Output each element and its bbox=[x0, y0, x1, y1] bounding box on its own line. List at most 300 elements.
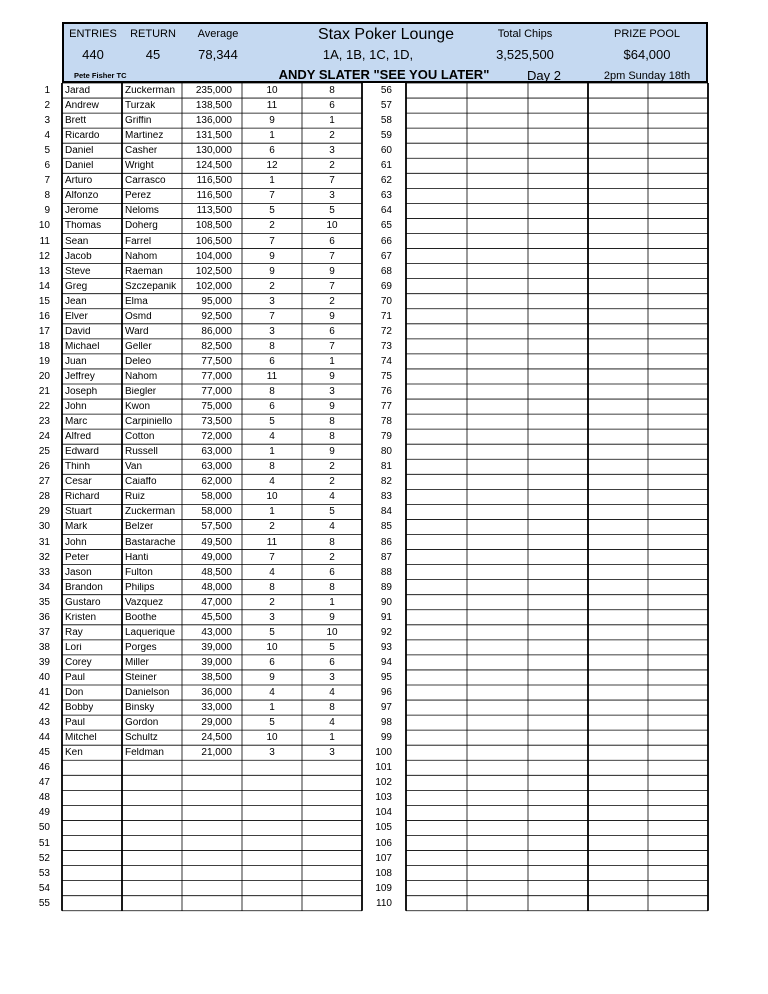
player-last-name: Van bbox=[125, 462, 143, 473]
row-number: 8 bbox=[44, 190, 50, 202]
player-table: 10 bbox=[266, 492, 278, 503]
player-first-name: Thinh bbox=[65, 462, 91, 473]
row-number: 33 bbox=[38, 566, 50, 578]
player-table: 8 bbox=[269, 341, 275, 352]
total-chips-label: Total Chips bbox=[497, 28, 553, 40]
player-first-name: Alfonzo bbox=[65, 191, 99, 202]
row-number: 15 bbox=[38, 295, 50, 307]
row-number: 101 bbox=[375, 762, 392, 774]
row-number: 11 bbox=[39, 235, 50, 247]
row-number: 12 bbox=[38, 250, 50, 262]
row-number: 97 bbox=[380, 702, 392, 714]
row-number: 26 bbox=[38, 461, 50, 473]
player-chip-count: 102,000 bbox=[195, 281, 232, 292]
player-last-name: Ward bbox=[125, 326, 149, 337]
player-chip-count: 48,500 bbox=[201, 567, 232, 578]
row-number: 72 bbox=[380, 325, 392, 337]
player-seat: 2 bbox=[329, 477, 335, 488]
row-number: 53 bbox=[38, 867, 50, 879]
player-first-name: Kristen bbox=[65, 612, 97, 623]
player-chip-count: 75,000 bbox=[201, 402, 232, 413]
row-number: 88 bbox=[380, 566, 392, 578]
row-number: 47 bbox=[38, 777, 50, 789]
player-seat: 2 bbox=[329, 131, 335, 142]
player-last-name: Kwon bbox=[125, 402, 151, 413]
player-seat: 9 bbox=[329, 266, 335, 277]
player-chip-count: 104,000 bbox=[195, 251, 232, 262]
player-seat: 1 bbox=[329, 733, 335, 744]
row-number: 90 bbox=[380, 596, 392, 608]
player-last-name: Elma bbox=[125, 296, 148, 307]
player-table: 6 bbox=[269, 402, 275, 413]
player-chip-count: 77,000 bbox=[201, 387, 232, 397]
player-table: 10 bbox=[266, 733, 278, 744]
row-number: 6 bbox=[44, 160, 50, 172]
row-number: 46 bbox=[38, 762, 50, 774]
row-number: 91 bbox=[380, 611, 392, 623]
player-chip-count: 24,500 bbox=[201, 733, 232, 744]
player-seat: 5 bbox=[329, 206, 335, 217]
player-last-name: Casher bbox=[125, 146, 158, 157]
player-first-name: Daniel bbox=[65, 161, 94, 172]
player-last-name: Zuckerman bbox=[125, 86, 176, 96]
player-first-name: Peter bbox=[65, 552, 89, 563]
player-chip-count: 95,000 bbox=[201, 296, 232, 307]
player-first-name: Marc bbox=[65, 417, 88, 428]
row-number: 69 bbox=[380, 280, 392, 292]
player-last-name: Boothe bbox=[125, 612, 157, 623]
player-first-name: Daniel bbox=[65, 146, 94, 157]
player-seat: 8 bbox=[329, 537, 335, 548]
player-last-name: Belzer bbox=[125, 522, 154, 533]
player-table: 1 bbox=[269, 176, 275, 187]
flights-list: 1A, 1B, 1C, 1D, bbox=[322, 47, 414, 62]
return-label: RETURN bbox=[130, 28, 176, 40]
player-chip-count: 102,500 bbox=[195, 266, 232, 277]
player-first-name: Lori bbox=[65, 642, 82, 653]
player-seat: 9 bbox=[329, 612, 335, 623]
tournament-director: Pete Fisher TC bbox=[74, 71, 127, 80]
player-seat: 6 bbox=[329, 236, 335, 247]
player-first-name: Jason bbox=[65, 567, 92, 578]
player-last-name: Perez bbox=[125, 191, 152, 202]
player-seat: 2 bbox=[329, 296, 335, 307]
player-first-name: Jarad bbox=[65, 86, 91, 96]
row-number: 95 bbox=[380, 671, 392, 683]
row-number: 92 bbox=[380, 626, 392, 638]
player-table: 9 bbox=[269, 251, 275, 262]
return-value: 45 bbox=[145, 47, 161, 62]
player-seat: 4 bbox=[329, 718, 335, 729]
row-number: 82 bbox=[380, 476, 392, 488]
player-last-name: Neloms bbox=[125, 206, 159, 217]
player-table: 7 bbox=[269, 552, 275, 563]
player-chip-count: 92,500 bbox=[201, 311, 232, 322]
player-seat: 2 bbox=[329, 161, 335, 172]
player-first-name: Elver bbox=[65, 311, 88, 322]
row-number: 73 bbox=[380, 340, 392, 352]
row-number: 4 bbox=[44, 130, 50, 142]
row-number: 43 bbox=[38, 717, 50, 729]
row-number: 89 bbox=[380, 581, 392, 593]
player-table: 1 bbox=[269, 507, 275, 518]
player-seat: 6 bbox=[329, 657, 335, 668]
row-number: 48 bbox=[38, 792, 50, 804]
player-last-name: Schultz bbox=[125, 733, 158, 744]
player-chip-count: 116,500 bbox=[196, 191, 232, 202]
row-number: 76 bbox=[380, 386, 392, 397]
row-number: 87 bbox=[380, 551, 392, 563]
player-table: 7 bbox=[269, 311, 275, 322]
player-last-name: Bastarache bbox=[125, 537, 176, 548]
player-table: 6 bbox=[269, 146, 275, 157]
player-last-name: Zuckerman bbox=[125, 507, 176, 518]
row-number: 59 bbox=[380, 130, 392, 142]
player-chip-count: 138,500 bbox=[195, 101, 232, 112]
row-number: 61 bbox=[380, 160, 392, 172]
row-number: 30 bbox=[38, 521, 50, 533]
player-table: 8 bbox=[269, 387, 275, 397]
player-chip-count: 38,500 bbox=[201, 672, 232, 683]
player-first-name: Mark bbox=[65, 522, 88, 533]
row-number: 17 bbox=[38, 325, 50, 337]
player-last-name: Farrel bbox=[125, 236, 152, 247]
row-number: 102 bbox=[375, 777, 392, 789]
row-number: 71 bbox=[380, 310, 392, 322]
player-last-name: Geller bbox=[125, 341, 152, 352]
player-chip-count: 43,000 bbox=[201, 627, 232, 638]
player-last-name: Porges bbox=[125, 642, 157, 653]
row-number: 96 bbox=[380, 687, 392, 698]
row-number: 40 bbox=[38, 671, 50, 683]
player-last-name: Carrasco bbox=[125, 176, 166, 187]
player-table: 3 bbox=[269, 748, 275, 759]
row-number: 108 bbox=[375, 867, 392, 879]
player-seat: 8 bbox=[329, 86, 335, 96]
player-first-name: David bbox=[65, 326, 91, 337]
player-table: 1 bbox=[269, 703, 275, 714]
player-table: 8 bbox=[269, 582, 275, 593]
player-last-name: Martinez bbox=[125, 131, 164, 142]
row-number: 16 bbox=[38, 310, 50, 322]
player-first-name: Sean bbox=[65, 236, 89, 247]
player-first-name: Cesar bbox=[65, 477, 92, 488]
player-table: 9 bbox=[269, 266, 275, 277]
player-last-name: Nahom bbox=[125, 371, 158, 382]
row-number: 106 bbox=[375, 837, 392, 849]
player-table: 5 bbox=[269, 627, 275, 638]
row-number: 22 bbox=[38, 401, 50, 413]
row-number: 25 bbox=[38, 446, 50, 458]
player-first-name: Brett bbox=[65, 116, 87, 127]
prize-pool-value: $64,000 bbox=[623, 47, 671, 62]
row-number: 68 bbox=[380, 265, 392, 277]
row-number: 107 bbox=[375, 852, 392, 864]
player-table: 2 bbox=[269, 281, 275, 292]
player-seat: 1 bbox=[329, 356, 335, 367]
player-table: 11 bbox=[266, 371, 278, 382]
row-number: 27 bbox=[38, 476, 50, 488]
row-number: 80 bbox=[380, 446, 392, 458]
player-seat: 1 bbox=[329, 116, 335, 127]
row-number: 18 bbox=[38, 340, 50, 352]
player-chip-count: 235,000 bbox=[195, 86, 232, 96]
player-seat: 10 bbox=[326, 221, 338, 232]
row-number: 31 bbox=[38, 536, 50, 548]
player-first-name: Paul bbox=[65, 672, 86, 683]
player-seat: 2 bbox=[329, 462, 335, 473]
player-first-name: Arturo bbox=[65, 176, 93, 187]
row-number: 28 bbox=[38, 491, 50, 503]
row-number: 100 bbox=[375, 747, 392, 759]
player-chip-count: 124,500 bbox=[195, 161, 232, 172]
row-number: 45 bbox=[38, 747, 50, 759]
row-number: 23 bbox=[38, 416, 50, 428]
player-table: 5 bbox=[269, 417, 275, 428]
row-number: 105 bbox=[375, 822, 392, 834]
total-chips-value: 3,525,500 bbox=[496, 47, 554, 62]
player-last-name: Vazquez bbox=[125, 597, 164, 608]
player-chip-count: 58,000 bbox=[201, 507, 232, 518]
row-number: 3 bbox=[44, 115, 50, 127]
player-table: 1 bbox=[269, 131, 275, 142]
row-number: 54 bbox=[38, 882, 50, 894]
row-number: 9 bbox=[44, 205, 50, 217]
player-table: 4 bbox=[269, 688, 275, 698]
row-number: 32 bbox=[38, 551, 50, 563]
player-chip-count: 108,500 bbox=[195, 221, 232, 232]
row-number: 44 bbox=[38, 732, 50, 744]
row-number: 21 bbox=[38, 386, 50, 397]
player-seat: 8 bbox=[329, 432, 335, 443]
player-chip-count: 49,000 bbox=[201, 552, 232, 563]
player-first-name: Edward bbox=[65, 447, 99, 458]
average-value: 78,344 bbox=[198, 47, 238, 62]
player-seat: 4 bbox=[329, 688, 335, 698]
player-chip-count: 63,000 bbox=[201, 447, 232, 458]
player-first-name: Ricardo bbox=[65, 131, 100, 142]
player-seat: 3 bbox=[329, 191, 335, 202]
row-number: 55 bbox=[38, 897, 50, 909]
player-seat: 4 bbox=[329, 522, 335, 533]
player-chip-count: 62,000 bbox=[201, 477, 232, 488]
row-number: 60 bbox=[380, 145, 392, 157]
row-number: 104 bbox=[375, 807, 392, 819]
row-number: 99 bbox=[380, 732, 392, 744]
player-last-name: Raeman bbox=[125, 266, 163, 277]
player-seat: 3 bbox=[329, 672, 335, 683]
player-chip-count: 73,500 bbox=[201, 417, 232, 428]
row-number: 19 bbox=[38, 355, 50, 367]
player-seat: 5 bbox=[329, 642, 335, 653]
row-number: 24 bbox=[38, 431, 50, 443]
player-table: 7 bbox=[269, 236, 275, 247]
player-table: 3 bbox=[269, 612, 275, 623]
row-number: 74 bbox=[380, 355, 392, 367]
day-label: Day 2 bbox=[527, 68, 561, 83]
player-seat: 10 bbox=[326, 627, 338, 638]
player-table: 2 bbox=[269, 221, 275, 232]
player-last-name: Ruiz bbox=[125, 492, 146, 503]
player-first-name: Corey bbox=[65, 657, 92, 668]
player-first-name: Jerome bbox=[65, 206, 99, 217]
row-number: 14 bbox=[38, 280, 50, 292]
row-number: 78 bbox=[380, 416, 392, 428]
player-first-name: Brandon bbox=[65, 582, 103, 593]
player-table: 3 bbox=[269, 326, 275, 337]
row-number: 64 bbox=[380, 205, 392, 217]
player-chip-count: 36,000 bbox=[201, 688, 232, 698]
row-number: 52 bbox=[38, 852, 50, 864]
player-chip-count: 39,000 bbox=[201, 657, 232, 668]
player-last-name: Turzak bbox=[125, 101, 156, 112]
player-chip-count: 57,500 bbox=[201, 522, 232, 533]
start-time: 2pm Sunday 18th bbox=[603, 70, 691, 82]
player-first-name: Alfred bbox=[65, 432, 92, 443]
player-table: 11 bbox=[266, 537, 278, 548]
player-last-name: Biegler bbox=[125, 387, 157, 397]
row-number: 66 bbox=[380, 235, 392, 247]
player-first-name: Andrew bbox=[65, 101, 99, 112]
player-chip-count: 39,000 bbox=[201, 642, 232, 653]
player-seat: 3 bbox=[329, 146, 335, 157]
player-last-name: Feldman bbox=[125, 748, 164, 759]
player-table: 1 bbox=[269, 447, 275, 458]
entries-value: 440 bbox=[82, 47, 104, 62]
player-seat: 7 bbox=[329, 176, 335, 187]
player-first-name: Steve bbox=[65, 266, 91, 277]
player-seat: 9 bbox=[329, 371, 335, 382]
row-number: 86 bbox=[380, 536, 392, 548]
player-table: 4 bbox=[269, 567, 275, 578]
player-seat: 6 bbox=[329, 326, 335, 337]
row-number: 10 bbox=[38, 220, 50, 232]
player-seat: 6 bbox=[329, 101, 335, 112]
row-number: 85 bbox=[380, 521, 392, 533]
player-seat: 9 bbox=[329, 311, 335, 322]
row-number: 79 bbox=[380, 431, 392, 443]
player-last-name: Wright bbox=[125, 161, 154, 172]
player-table: 6 bbox=[269, 356, 275, 367]
row-number: 5 bbox=[44, 145, 50, 157]
player-table: 9 bbox=[269, 116, 275, 127]
player-last-name: Philips bbox=[125, 582, 155, 593]
row-number: 94 bbox=[380, 656, 392, 668]
player-chip-count: 72,000 bbox=[201, 432, 232, 443]
row-number: 36 bbox=[38, 611, 50, 623]
row-number: 57 bbox=[380, 100, 392, 112]
player-table: 11 bbox=[266, 101, 278, 112]
player-chip-count: 49,500 bbox=[201, 537, 232, 548]
player-last-name: Hanti bbox=[125, 552, 149, 563]
player-chip-count: 106,500 bbox=[195, 236, 232, 247]
player-last-name: Osmd bbox=[125, 311, 152, 322]
row-number: 109 bbox=[375, 882, 392, 894]
player-seat: 8 bbox=[329, 703, 335, 714]
player-last-name: Miller bbox=[125, 657, 149, 668]
player-table: 4 bbox=[269, 477, 275, 488]
row-number: 29 bbox=[38, 506, 50, 518]
player-first-name: Joseph bbox=[65, 387, 98, 397]
player-seat: 2 bbox=[329, 552, 335, 563]
player-seat: 8 bbox=[329, 417, 335, 428]
row-number: 41 bbox=[38, 687, 50, 698]
row-number: 81 bbox=[380, 461, 392, 473]
row-number: 83 bbox=[380, 491, 392, 503]
row-number: 1 bbox=[44, 85, 50, 96]
row-number: 39 bbox=[38, 656, 50, 668]
row-number: 56 bbox=[380, 85, 392, 96]
row-number: 37 bbox=[38, 626, 50, 638]
player-seat: 7 bbox=[329, 251, 335, 262]
player-first-name: John bbox=[65, 402, 87, 413]
player-last-name: Nahom bbox=[125, 251, 158, 262]
player-table: 7 bbox=[269, 191, 275, 202]
player-first-name: Jean bbox=[65, 296, 87, 307]
player-table: 5 bbox=[269, 206, 275, 217]
player-chip-count: 116,500 bbox=[196, 176, 232, 187]
player-table: 2 bbox=[269, 597, 275, 608]
player-table: 6 bbox=[269, 657, 275, 668]
player-last-name: Griffin bbox=[125, 116, 152, 127]
player-seat: 9 bbox=[329, 447, 335, 458]
player-last-name: Gordon bbox=[125, 718, 159, 729]
player-last-name: Danielson bbox=[125, 688, 170, 698]
player-first-name: Jeffrey bbox=[65, 371, 95, 382]
row-number: 42 bbox=[38, 702, 50, 714]
player-first-name: Ray bbox=[65, 627, 83, 638]
average-label: Average bbox=[197, 28, 239, 40]
player-first-name: Michael bbox=[65, 341, 100, 352]
player-seat: 7 bbox=[329, 341, 335, 352]
player-last-name: Cotton bbox=[125, 432, 155, 443]
player-table: 5 bbox=[269, 718, 275, 729]
player-table: 10 bbox=[266, 86, 278, 96]
player-chip-count: 33,000 bbox=[201, 703, 232, 714]
player-first-name: Ken bbox=[65, 748, 83, 759]
row-number: 13 bbox=[38, 265, 50, 277]
row-number: 67 bbox=[380, 250, 392, 262]
row-number: 98 bbox=[380, 717, 392, 729]
row-number: 50 bbox=[38, 822, 50, 834]
player-last-name: Caiaffo bbox=[125, 477, 157, 488]
row-number: 7 bbox=[44, 175, 50, 187]
player-chip-count: 47,000 bbox=[201, 597, 232, 608]
player-table: 3 bbox=[269, 296, 275, 307]
player-table: 8 bbox=[269, 462, 275, 473]
player-last-name: Doherg bbox=[125, 221, 158, 232]
event-tagline: ANDY SLATER "SEE YOU LATER" bbox=[278, 67, 490, 82]
player-table: 4 bbox=[269, 432, 275, 443]
player-seat: 3 bbox=[329, 387, 335, 397]
player-chip-count: 77,500 bbox=[201, 356, 232, 367]
player-last-name: Laquerique bbox=[125, 627, 176, 638]
player-last-name: Deleo bbox=[125, 356, 152, 367]
row-number: 58 bbox=[380, 115, 392, 127]
player-first-name: Gustaro bbox=[65, 597, 101, 608]
player-last-name: Russell bbox=[125, 447, 158, 458]
player-seat: 5 bbox=[329, 507, 335, 518]
player-first-name: Thomas bbox=[65, 221, 102, 232]
row-number: 75 bbox=[380, 370, 392, 382]
player-seat: 3 bbox=[329, 748, 335, 759]
player-first-name: Don bbox=[65, 688, 84, 698]
row-number: 35 bbox=[38, 596, 50, 608]
row-number: 93 bbox=[380, 641, 392, 653]
row-number: 103 bbox=[375, 792, 392, 804]
player-table: 2 bbox=[269, 522, 275, 533]
player-seat: 4 bbox=[329, 492, 335, 503]
